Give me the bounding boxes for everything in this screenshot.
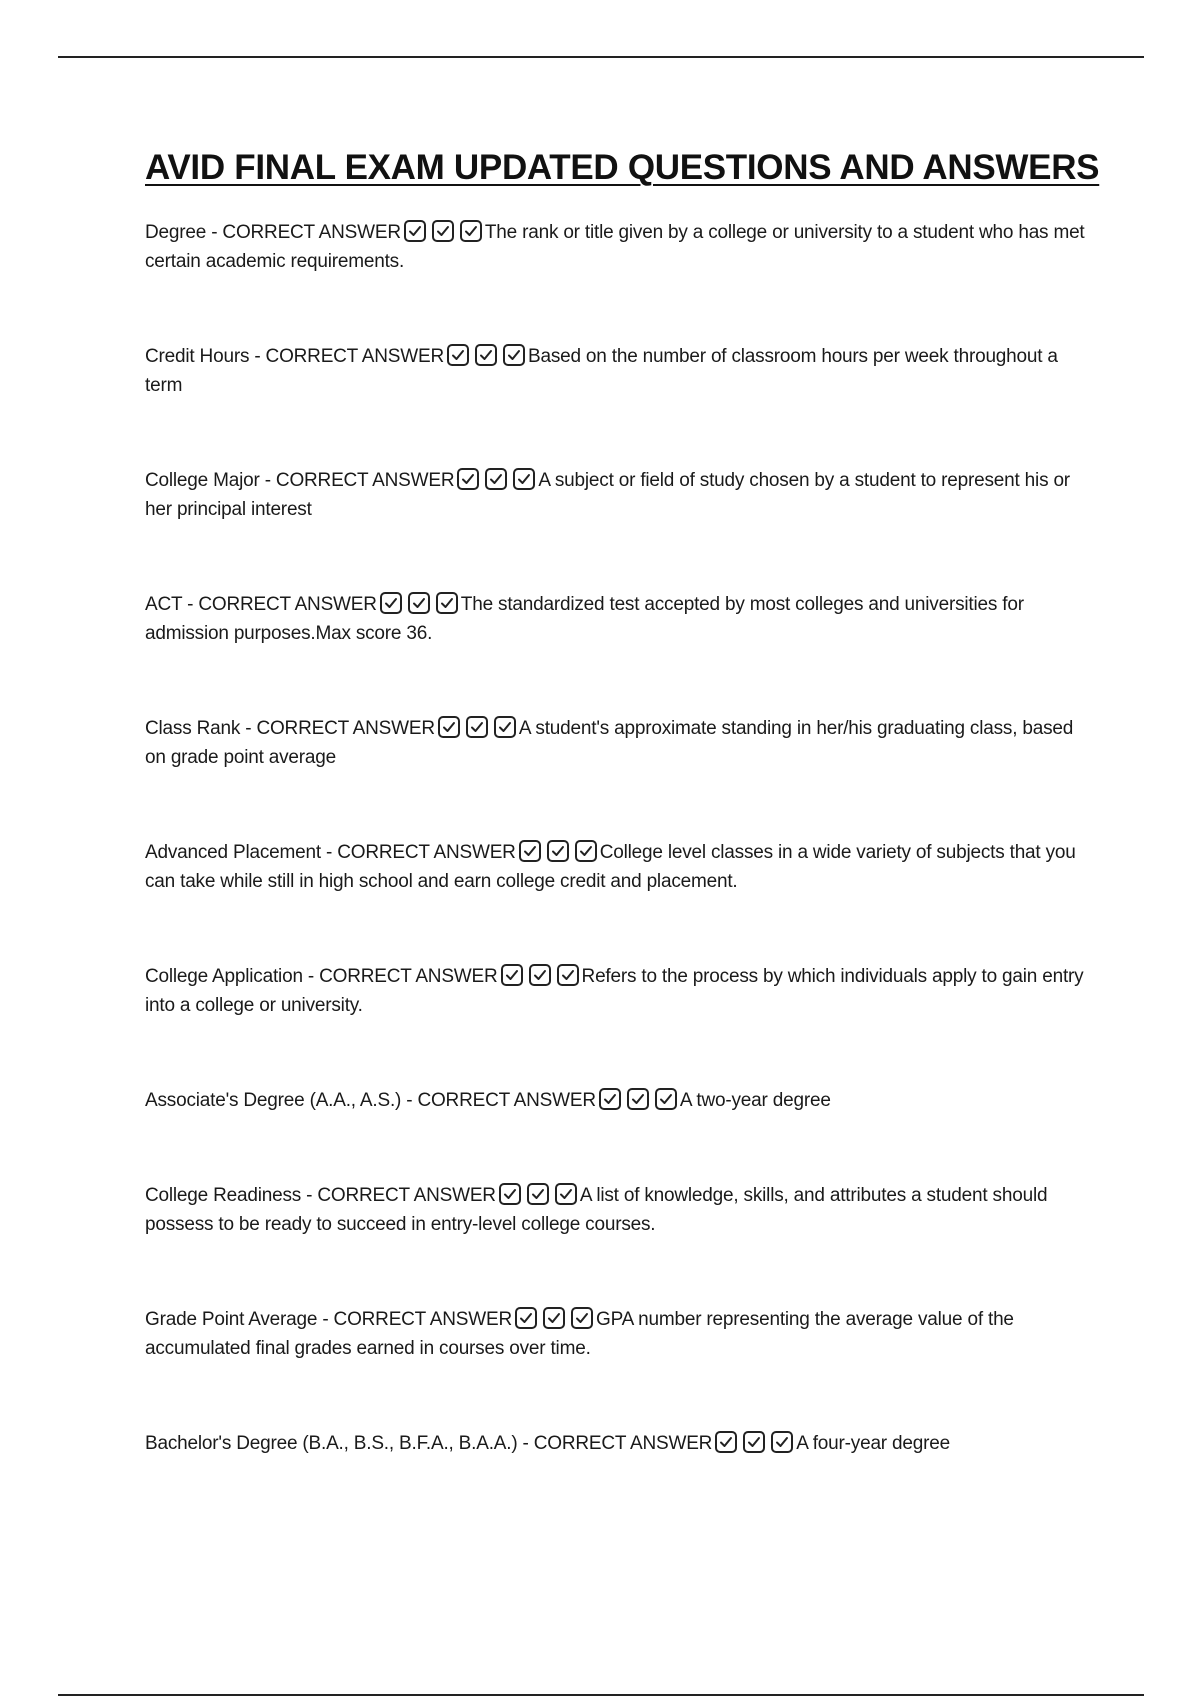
term: College Major [145,470,260,491]
checkbox-checked-icon [527,1183,549,1205]
checkbox-checked-icon [432,220,454,242]
term: Grade Point Average [145,1309,318,1330]
answer-label: CORRECT ANSWER [333,1309,512,1330]
separator: - [302,966,320,987]
list-item [145,590,1085,648]
check-group [377,594,461,615]
definition: The standardized test accepted by most colleges and universities for admission purposes.Max score 36. [145,594,1024,644]
checkbox-checked-icon [519,840,541,862]
check-group [516,842,600,863]
answer-label: CORRECT ANSWER [417,1090,596,1111]
list-item [145,1429,1085,1458]
qa-list [145,218,1085,1524]
checkbox-checked-icon [515,1307,537,1329]
bottom-rule [58,1694,1144,1696]
top-rule [58,56,1144,58]
definition: Based on the number of classroom hours per week throughout a term [145,346,1058,396]
check-group [596,1090,680,1111]
answer-label: CORRECT ANSWER [275,470,455,491]
checkbox-checked-icon [571,1307,593,1329]
definition: A list of knowledge, skills, and attributes a student should possess to be ready to succeed in entry-level college courses. [145,1185,1048,1235]
definition: College level classes in a wide variety of subjects that you can take while still in high school and earn college credit and placement. [145,842,1076,892]
answer-label: CORRECT ANSWER [533,1433,713,1454]
check-group [512,1309,596,1330]
term: ACT [145,594,183,615]
checkbox-checked-icon [743,1431,765,1453]
checkbox-checked-icon [457,468,479,490]
answer-label: CORRECT ANSWER [256,718,435,739]
definition: A subject or field of study chosen by a student to represent his or her principal interest [145,470,1070,520]
term: College Application [145,966,303,987]
checkbox-checked-icon [408,592,430,614]
checkbox-checked-icon [543,1307,565,1329]
checkbox-checked-icon [599,1088,621,1110]
checkbox-checked-icon [475,344,497,366]
page-title: AVID FINAL EXAM UPDATED QUESTIONS AND ANSWERS [145,148,1100,187]
check-group [454,470,538,491]
separator: - [517,1433,534,1454]
separator: - [301,1185,318,1206]
term: Degree [145,222,207,243]
checkbox-checked-icon [715,1431,737,1453]
separator: - [320,842,338,863]
term: Credit Hours [145,346,250,367]
term: Associate's Degree (A.A., A.S.) [145,1090,402,1111]
definition: The rank or title given by a college or university to a student who has met certain academic requirements. [145,222,1085,272]
checkbox-checked-icon [501,964,523,986]
check-group [712,1433,796,1454]
definition: A student's approximate standing in her/his graduating class, based on grade point average [145,718,1074,768]
separator: - [240,718,257,739]
definition: Refers to the process by which individuals apply to gain entry into a college or university. [145,966,1084,1016]
list-item [145,1305,1085,1363]
term: Class Rank [145,718,241,739]
list-item [145,962,1085,1020]
separator: - [206,222,223,243]
checkbox-checked-icon [499,1183,521,1205]
answer-label: CORRECT ANSWER [319,966,498,987]
separator: - [259,470,276,491]
list-item [145,218,1085,276]
definition: GPA number representing the average value of the accumulated final grades earned in courses over time. [145,1309,1014,1359]
checkbox-checked-icon [575,840,597,862]
checkbox-checked-icon [494,716,516,738]
term: Bachelor's Degree (B.A., B.S., B.F.A., B.A.A.) [145,1433,518,1454]
checkbox-checked-icon [771,1431,793,1453]
separator: - [401,1090,418,1111]
answer-label: CORRECT ANSWER [317,1185,496,1206]
checkbox-checked-icon [547,840,569,862]
term: Advanced Placement [145,842,321,863]
list-item [145,1086,1085,1115]
list-item [145,838,1085,896]
check-group [435,718,519,739]
definition: A four-year degree [796,1433,950,1454]
list-item [145,714,1085,772]
checkbox-checked-icon [436,592,458,614]
check-group [401,222,485,243]
answer-label: CORRECT ANSWER [222,222,401,243]
checkbox-checked-icon [438,716,460,738]
answer-label: CORRECT ANSWER [337,842,516,863]
checkbox-checked-icon [466,716,488,738]
checkbox-checked-icon [557,964,579,986]
separator: - [317,1309,334,1330]
list-item [145,1181,1085,1239]
list-item [145,342,1085,400]
list-item [145,466,1085,524]
checkbox-checked-icon [404,220,426,242]
checkbox-checked-icon [503,344,525,366]
checkbox-checked-icon [513,468,535,490]
check-group [496,1185,580,1206]
answer-label: CORRECT ANSWER [265,346,444,367]
separator: - [182,594,199,615]
checkbox-checked-icon [627,1088,649,1110]
checkbox-checked-icon [460,220,482,242]
checkbox-checked-icon [655,1088,677,1110]
checkbox-checked-icon [529,964,551,986]
check-group [498,966,582,987]
check-group [444,346,528,367]
term: College Readiness [145,1185,302,1206]
checkbox-checked-icon [555,1183,577,1205]
separator: - [249,346,266,367]
checkbox-checked-icon [485,468,507,490]
checkbox-checked-icon [447,344,469,366]
definition: A two-year degree [679,1090,831,1111]
answer-label: CORRECT ANSWER [198,594,377,615]
checkbox-checked-icon [380,592,402,614]
